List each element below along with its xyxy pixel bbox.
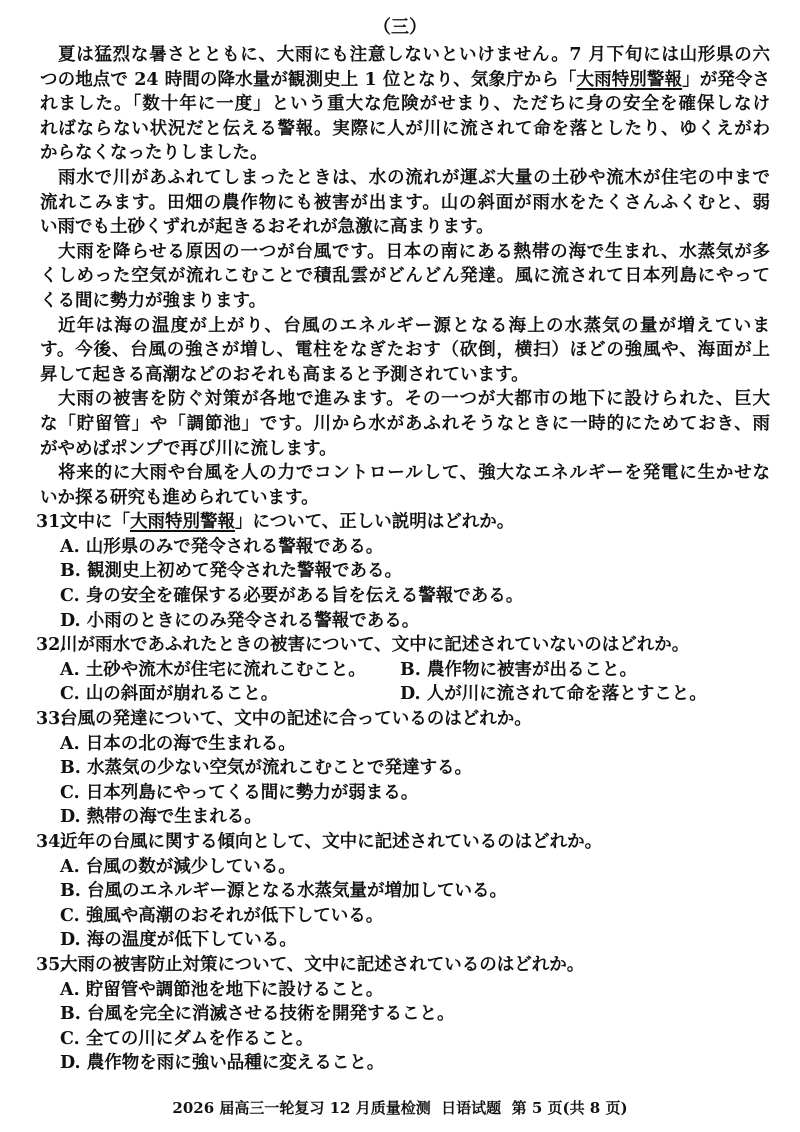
option-label: C. xyxy=(60,782,80,803)
passage-line: な「貯留管」や「調節池」です。川から水があふれそうなときに一時的にためておき、雨 xyxy=(40,413,770,434)
option-text: 農作物を雨に強い品種に変えること。 xyxy=(86,1053,385,1074)
option-text: 土砂や流木が住宅に流れこむこと。 xyxy=(85,659,366,680)
passage-line: 雨水で川があふれてしまったときは、水の流れが運ぶ大量の土砂や流木が住宅の中まで xyxy=(58,167,770,188)
option-text: 熱帯の海で生まれる。 xyxy=(86,807,262,828)
option-d xyxy=(40,1051,770,1076)
option-d xyxy=(40,928,770,953)
passage-line: くる間に勢力が強まります。 xyxy=(40,290,267,311)
option-b xyxy=(40,879,770,904)
option-label: A. xyxy=(60,536,80,557)
question-35 xyxy=(36,953,770,1076)
option-text: 海の温度が低下している。 xyxy=(86,930,297,951)
option-text: 農作物に被害が出ること。 xyxy=(426,659,637,680)
option-row xyxy=(40,682,770,707)
option-label: D. xyxy=(60,807,81,828)
question-34 xyxy=(36,830,770,953)
option-row xyxy=(40,658,770,683)
option-c xyxy=(40,781,770,806)
underlined-term: 大雨特別警報 xyxy=(576,69,683,90)
passage-text: つの地点で 24 時間の降水量が観測史上 1 位となり、気象庁から「 xyxy=(40,69,577,90)
option-text: 観測史上初めて発令された警報である。 xyxy=(86,561,402,582)
option-text: 身の安全を確保する必要がある旨を伝える警報である。 xyxy=(85,586,524,607)
option-text: 人が川に流されて命を落とすこと。 xyxy=(426,684,707,705)
option-text: 日本列島にやってくる間に勢力が弱まる。 xyxy=(85,782,419,803)
option-c xyxy=(60,682,400,707)
stem-text: 川が雨水であふれたときの被害について、文中に記述されていないのはどれか。 xyxy=(60,635,690,656)
passage-line: 大雨を降らせる原因の一つが台風です。日本の南にある熱帯の海で生まれ、水蒸気が多 xyxy=(58,241,770,262)
reading-passage xyxy=(40,43,770,510)
stem-text: 大雨の被害防止対策について、文中に記述されているのはどれか。 xyxy=(60,954,585,975)
page-footer: 2026 届高三一轮复习 12 月质量检测 日语试题 第 5 页(共 8 页) xyxy=(172,1099,628,1117)
option-d xyxy=(400,682,770,707)
passage-line: がやめばポンプで再び川に流します。 xyxy=(40,438,337,459)
passage-text: 」が発令さ xyxy=(682,69,771,90)
option-c xyxy=(40,1027,770,1052)
passage-line: 昇して起きる高潮などのおそれも高まると予測されています。 xyxy=(40,364,529,385)
option-label: B. xyxy=(60,881,81,902)
stem-text: 」について、正しい説明はどれか。 xyxy=(235,512,515,533)
question-stem xyxy=(36,633,770,658)
option-a xyxy=(40,855,770,880)
option-text: 山の斜面が崩れること。 xyxy=(85,684,279,705)
passage-paragraph xyxy=(40,240,770,314)
passage-line: いか探る研究も進められています。 xyxy=(40,487,319,508)
option-text: 貯留管や調節池を地下に設けること。 xyxy=(85,979,384,1000)
option-label: C. xyxy=(60,905,80,926)
passage-paragraph xyxy=(40,314,770,388)
passage-paragraph xyxy=(40,43,770,166)
question-number: 32. xyxy=(36,635,67,656)
passage-paragraph xyxy=(40,387,770,461)
passage-line xyxy=(40,68,770,93)
stem-text: 台風の発達について、文中の記述に合っているのはどれか。 xyxy=(60,709,532,730)
option-d xyxy=(40,805,770,830)
option-a xyxy=(40,732,770,757)
passage-line: 近年は海の温度が上がり、台風のエネルギー源となる海上の水蒸気の量が増えていま xyxy=(58,315,770,336)
option-label: D. xyxy=(400,684,421,705)
passage-line: 夏は猛烈な暑さとともに、大雨にも注意しないといけません。7 月下旬には山形県の六 xyxy=(58,45,770,65)
option-label: B. xyxy=(400,659,421,680)
passage-paragraph xyxy=(40,461,770,510)
passage-line: くしめった空気が流れこむことで積乱雲がどんどん発達。風に流されて日本列島にやって xyxy=(40,266,770,287)
underlined-term: 大雨特別警報 xyxy=(130,512,235,533)
question-stem xyxy=(36,830,770,855)
option-text: 台風のエネルギー源となる水蒸気量が増加している。 xyxy=(86,881,507,902)
option-c xyxy=(40,904,770,929)
stem-text: 文中に「 xyxy=(60,512,130,533)
passage-line: 将来的に大雨や台風を人の力でコントロールして、強大なエネルギーを発電に生かせな xyxy=(58,463,770,484)
option-a xyxy=(40,535,770,560)
option-d xyxy=(40,609,770,634)
option-b xyxy=(40,559,770,584)
option-text: 日本の北の海で生まれる。 xyxy=(85,733,296,754)
option-text: 全ての川にダムを作ること。 xyxy=(85,1028,314,1049)
exam-content xyxy=(36,43,771,1076)
option-label: A. xyxy=(60,659,80,680)
option-label: D. xyxy=(60,930,81,951)
question-stem xyxy=(36,953,770,978)
question-31 xyxy=(36,510,770,633)
question-number: 33. xyxy=(36,709,67,730)
passage-paragraph xyxy=(40,166,770,240)
option-label: B. xyxy=(60,1004,81,1025)
option-label: A. xyxy=(60,856,80,877)
question-number: 31. xyxy=(36,512,67,533)
option-b xyxy=(400,658,770,683)
option-label: A. xyxy=(60,733,80,754)
option-label: D. xyxy=(60,610,81,631)
option-text: 強風や高潮のおそれが低下している。 xyxy=(85,905,384,926)
option-label: C. xyxy=(60,586,80,607)
option-label: B. xyxy=(60,758,81,779)
option-text: 小雨のときにのみ発令される警報である。 xyxy=(86,610,420,631)
option-text: 水蒸気の少ない空気が流れこむことで発達する。 xyxy=(86,758,472,779)
option-text: 台風を完全に消滅させる技術を開発すること。 xyxy=(86,1004,455,1025)
passage-line: 流れこみます。田畑の農作物にも被害が出ます。山の斜面が雨水をたくさんふくむと、弱 xyxy=(40,192,770,213)
option-label: D. xyxy=(60,1053,81,1074)
stem-text: 近年の台風に関する傾向として、文中に記述されているのはどれか。 xyxy=(60,832,603,852)
passage-line: からなくなったりしました。 xyxy=(40,143,268,164)
option-a xyxy=(60,658,400,683)
question-stem xyxy=(36,707,770,732)
option-label: C. xyxy=(60,1028,80,1049)
question-33 xyxy=(36,707,770,830)
passage-line: ればならない状況だと伝える警報。実際に人が川に流されて命を落としたり、ゆくえがわ xyxy=(40,118,770,139)
option-label: A. xyxy=(60,979,80,1000)
passage-line: す。今後、台風の強さが増し、電柱をなぎたおす（砍倒，横扫）ほどの強風や、海面が上 xyxy=(40,340,770,361)
option-b xyxy=(40,1002,770,1027)
passage-line: れました。「数十年に一度」という重大な危険がせまり、ただちに身の安全を確保しなけ xyxy=(40,94,770,115)
question-number: 35. xyxy=(36,954,67,975)
option-label: C. xyxy=(60,684,80,705)
passage-line: 大雨の被害を防ぐ対策が各地で進みます。その一つが大都市の地下に設けられた、巨大 xyxy=(58,389,770,410)
option-a xyxy=(40,978,770,1003)
question-stem xyxy=(36,510,770,535)
passage-line: い雨でも土砂くずれが起きるおそれが急激に高まります。 xyxy=(40,217,494,238)
option-text: 山形県のみで発令される警報である。 xyxy=(85,536,384,557)
section-title: （三） xyxy=(373,17,427,38)
question-32 xyxy=(36,633,770,707)
question-number: 34. xyxy=(36,832,67,852)
option-b xyxy=(40,756,770,781)
option-label: B. xyxy=(60,561,81,582)
option-text: 台風の数が減少している。 xyxy=(85,856,296,877)
option-c xyxy=(40,584,770,609)
